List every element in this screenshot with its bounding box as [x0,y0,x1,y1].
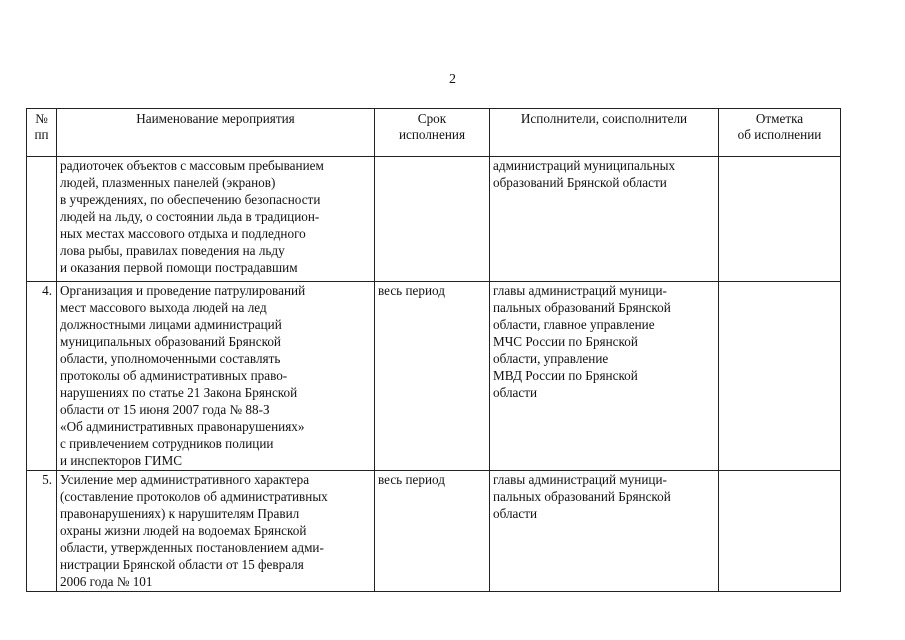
row-executors: администраций муниципальных образований Брянской области [490,157,719,282]
row-num [27,157,57,282]
table-row [27,282,841,471]
header-mark: Отметка об исполнении [719,109,841,157]
header-num: № пп [27,109,57,157]
table-row [27,157,841,282]
row-mark [719,471,841,592]
measures-table [26,108,841,592]
table-header-row [27,109,841,157]
row-num: 5. [27,471,57,592]
header-executors: Исполнители, соисполнители [490,109,719,157]
row-mark [719,282,841,471]
row-mark [719,157,841,282]
header-term: Срок исполнения [375,109,490,157]
row-term: весь период [375,471,490,592]
table-row [27,471,841,592]
row-executors: главы администраций муници- пальных образований Брянской области, главное управление МЧС России по Брянской области, управление МВД России по Брянской области [490,282,719,471]
row-name: Усиление мер административного характера (составление протоколов об административных правонарушениях) к нарушителям Правил охраны жизни людей на водоемах Брянской области, утвержденных постановлением адми- нистрации Брянской области от 15 февраля 2006 года № 101 [57,471,375,592]
row-name: Организация и проведение патрулирований мест массового выхода людей на лед должностными лицами администраций муниципальных образований Брянской области, уполномоченными составлять протоколы об административных право- нарушениях по статье 21 Закона Брянской области от 15 июня 2007 года № 88-З «Об административных правонарушениях» с привлечением сотрудников полиции и инспекторов ГИМС [57,282,375,471]
row-name: радиоточек объектов с массовым пребыванием людей, плазменных панелей (экранов) в учреждениях, по обеспечению безопасности людей на льду, о состоянии льда в традицион- ных местах массового отдыха и подледного лова рыбы, правилах поведения на льду и оказания первой помощи пострадавшим [57,157,375,282]
page-number: 2 [449,72,456,87]
row-executors: главы администраций муници- пальных образований Брянской области [490,471,719,592]
header-name: Наименование мероприятия [57,109,375,157]
row-num: 4. [27,282,57,471]
row-term: весь период [375,282,490,471]
row-term [375,157,490,282]
